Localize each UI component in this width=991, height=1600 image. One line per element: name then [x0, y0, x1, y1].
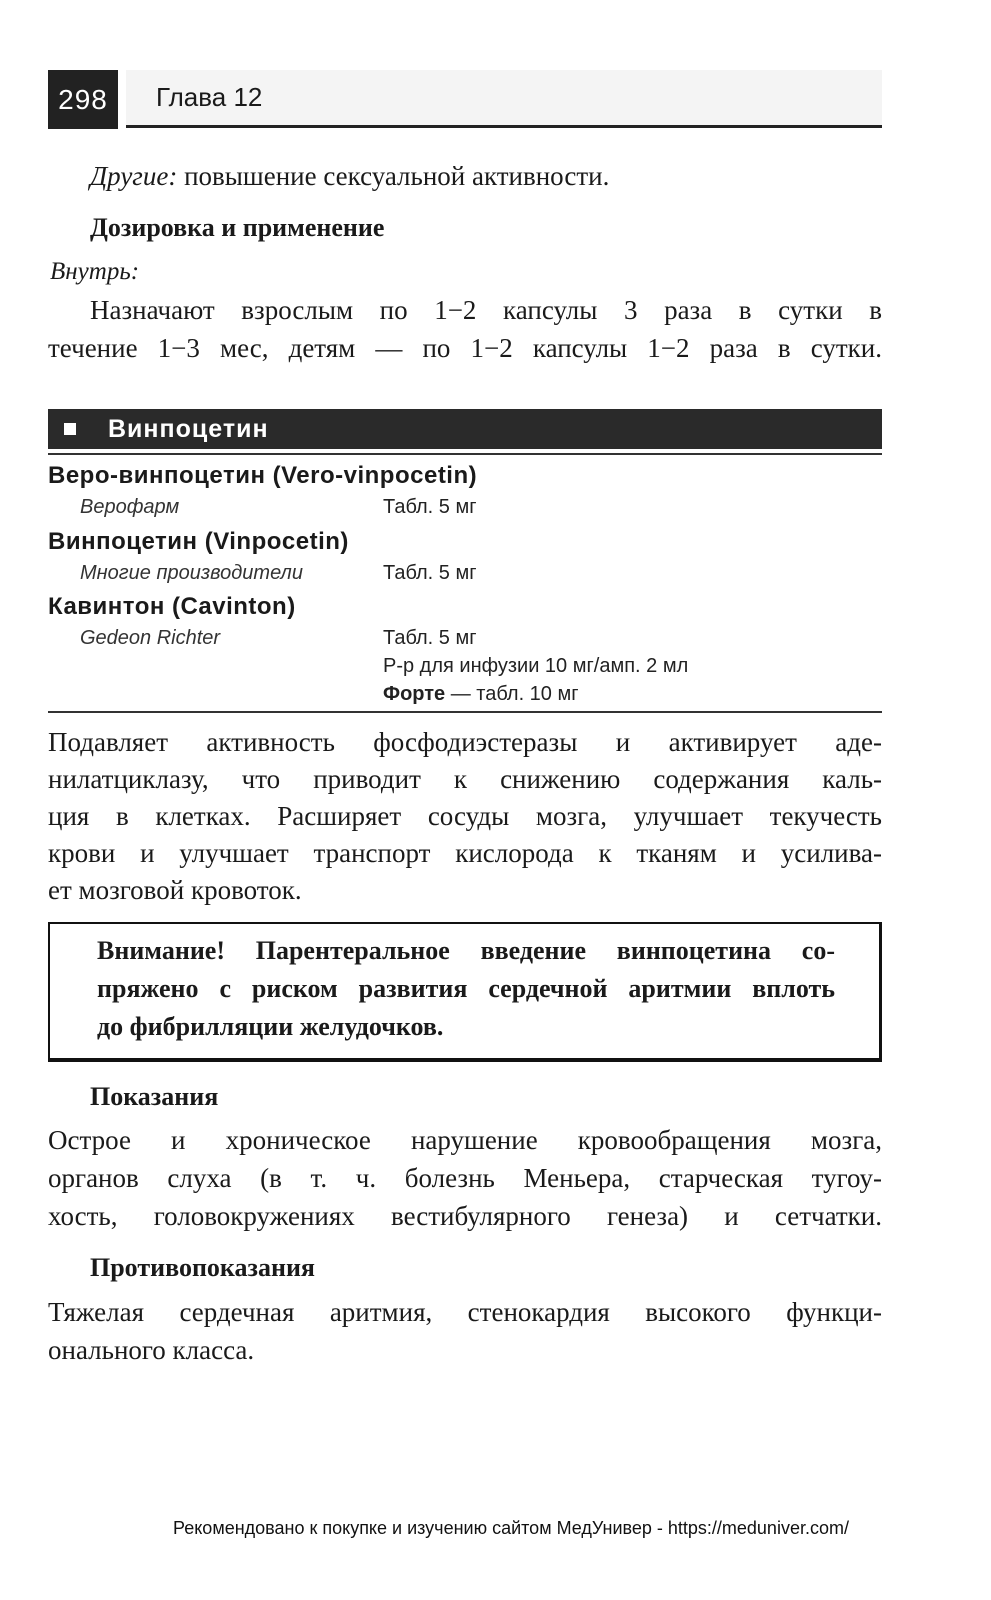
warning-line: пряжено с риском развития сердечной аритмии вплоть: [97, 974, 835, 1003]
drug-name: Винпоцетин (Vinpocetin): [48, 528, 349, 555]
drug-maker: Многие производители: [80, 562, 303, 584]
footer-note: Рекомендовано к покупке и изучению сайтом МедУнивер - https://meduniver.com/: [173, 1518, 849, 1538]
description-line: нилатциклазу, что приводит к снижению содержания каль-: [48, 764, 882, 794]
warning-line: Внимание! Парентеральное введение винпоцетина со-: [97, 936, 835, 965]
description-line: Подавляет активность фосфодиэстеразы и активирует аде-: [48, 727, 882, 757]
square-bullet-icon: [64, 423, 76, 435]
indications-heading: Показания: [90, 1082, 219, 1111]
drug-section-bottom-rule: [48, 711, 882, 713]
other-effects-line: [90, 158, 882, 195]
description-line: ция в клетках. Расширяет сосуды мозга, улучшает текучесть: [48, 801, 882, 831]
drug-section-title: Винпоцетин: [108, 415, 269, 443]
drug-maker: Gedeon Richter: [80, 627, 221, 649]
drug-section-bar: [48, 409, 882, 449]
warning-line: до фибрилляции желудочков.: [97, 1012, 444, 1041]
drug-form: Табл. 5 мг: [383, 562, 477, 584]
contraindications-line: Тяжелая сердечная аритмия, стенокардия высокого функци-: [48, 1297, 882, 1327]
indications-line: органов слуха (в т. ч. болезнь Меньера, старческая тугоу-: [48, 1163, 882, 1193]
description-line: ет мозговой кровоток.: [48, 875, 302, 905]
drug-form: Табл. 5 мг: [383, 627, 477, 649]
contraindications-heading: Противопоказания: [90, 1253, 315, 1282]
dosage-line: Назначают взрослым по 1−2 капсулы 3 раза в сутки в: [90, 295, 882, 325]
forte-text: — табл. 10 мг: [445, 683, 579, 705]
indications-line: Острое и хроническое нарушение кровообращения мозга,: [48, 1125, 882, 1155]
other-effects-text: повышение сексуальной активности.: [177, 161, 610, 191]
drug-maker: Верофарм: [80, 496, 180, 518]
forte-label: Форте: [383, 683, 446, 705]
contraindications-line: онального класса.: [48, 1335, 255, 1365]
drug-form: Р-р для инфузии 10 мг/амп. 2 мл: [383, 655, 689, 677]
drug-name: Кавинтон (Cavinton): [48, 593, 296, 620]
description-line: крови и улучшает транспорт кислорода к тканям и усилива-: [48, 838, 882, 868]
dosage-heading: Дозировка и применение: [90, 213, 385, 242]
chapter-title: Глава 12: [156, 82, 263, 112]
page-number: 298: [48, 70, 118, 129]
drug-form: Табл. 5 мг: [383, 496, 477, 518]
dosage-line: течение 1−3 мес, детям — по 1−2 капсулы 1−2 раза в сутки.: [48, 333, 882, 363]
route-label: Внутрь:: [50, 258, 140, 285]
indications-line: хость, головокружениях вестибулярного генеза) и сетчатки.: [48, 1201, 882, 1231]
header-rule: [126, 125, 882, 128]
drug-section-top-rule: [48, 453, 882, 455]
drug-form-forte: [383, 681, 579, 707]
other-effects-label: Другие:: [90, 161, 178, 191]
drug-name: Веро-винпоцетин (Vero-vinpocetin): [48, 462, 478, 489]
